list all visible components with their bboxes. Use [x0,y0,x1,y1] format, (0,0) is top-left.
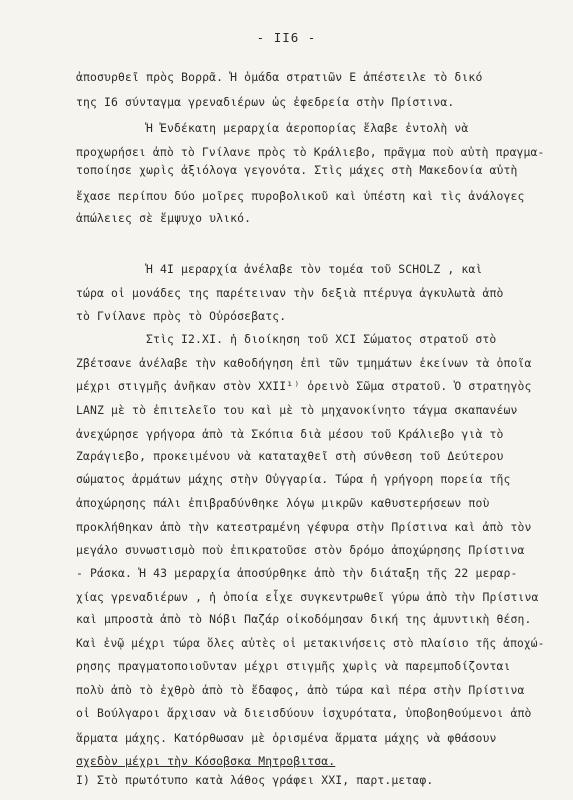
text-line: πολὺ ἀπὸ τὸ ἐχθρὸ ἀπὸ τὸ ἔδαφος, ἀπὸ τώρα καὶ πέρα στὴν Πρίστινα [76,683,525,697]
text-line: Ζβέτσανε ἀνέλαβε τὴν καθοδήγηση ἐπὶ τῶν τμημάτων ἐκείνων τὰ ὁποῖα [76,356,532,370]
text-line: ἀποχώρησης πάλι ἐπιβραδύνθηκε λόγω μικρῶν καθυστερήσεων ποὺ [76,496,490,510]
text-line: Ζαράγιεβο, προκειμένου νὰ καταταχθεῖ στὴ σύνθεση τοῦ Δεύτερου [76,449,504,463]
footnote: I) Στὸ πρωτότυπο κατὰ λάθος γράφει XXI, παρτ.μεταφ. [76,773,434,787]
text-line: καὶ μπροστὰ ἀπὸ τὸ Νόβι Παζάρ οἰκοδόμησαν δική της ἀμυντικὴ θέση. [76,612,532,626]
text-line: ρησης πραγματοποιοῦνταν μέχρι στιγμῆς χωρὶς νὰ παρεμποδίζονται [76,659,511,673]
text-line: μέχρι στιγμῆς ἀνῆκαν στὸν XXII¹⁾ ὀρεινὸ Σῶμα στρατοῦ. Ὁ στρατηγὸς [76,379,532,393]
text-line: Ἡ 4I μεραρχία ἀνέλαβε τὸν τομέα τοῦ SCHOLZ , καὶ [146,262,483,276]
text-line: σώματος ἁρμάτων μάχης στὴν Οὐγγαρία. Τώρα ἡ γρήγορη πορεία τῆς [76,472,511,486]
text-line: χίας γρεναδιέρων , ἡ ὁποία εἶχε συγκεντρωθεῖ γύρω ἀπὸ τὴν Πρίστινα [76,590,539,604]
text-line: - Ράσκα. Ἡ 43 μεραρχία ἀποσύρθηκε ἀπὸ τὴν διάταξη τῆς 22 μεραρ- [76,566,518,580]
text-line: Στὶς I2.XI. ἡ διοίκηση τοῦ XCI Σώματος στρατοῦ στὸ [146,332,497,346]
text-line: της I6 σύνταγμα γρεναδιέρων ὡς ἐφεδρεία στὴν Πρίστινα. [76,95,455,109]
text-line: ἅρματα μάχης. Κατόρθωσαν μὲ ὁρισμένα ἅρματα μάχης νὰ φθάσουν [76,731,497,745]
text-line: LANZ μὲ τὸ ἐπιτελεῖο του καὶ μὲ τὸ μηχανοκίνητο τάγμα σκαπανέων [76,403,518,417]
text-line: ἀπώλειες σὲ ἔμψυχο υλικό. [76,211,252,225]
text-line: σχεδὸν μέχρι τὴν Κόσοβσκα Μητροβιτσα. [76,754,336,768]
text-line: τώρα οἱ μονάδες της παρέτειναν τὴν δεξιὰ πτέρυγα ἀγκυλωτὰ ἀπὸ [76,286,504,300]
text-line: Ἡ Ἐνδέκατη μεραρχία ἀεροπορίας ἔλαβε ἐντολὴ νὰ [146,121,469,135]
page-number: - II6 - [256,30,317,45]
text-line: ἀνεχώρησε γρήγορα ἀπὸ τὰ Σκόπια διὰ μέσου τοῦ Κράλιεβο γιὰ τὸ [76,427,504,441]
text-line: ἔχασε περίπου δύο μοῖρες πυροβολικοῦ καὶ ὑπέστη καὶ τὶς ἀνάλογες [76,189,525,203]
text-line: τὸ Γνίλανε πρὸς τὸ Οὐρόσεβατς. [76,309,287,323]
text-line: Καὶ ἐνῷ μέχρι τώρα ὅλες αὐτὲς οἱ μετακινήσεις στὸ πλαίσιο τῆς ἀποχώ- [76,636,545,650]
text-line: οἱ Βούλγαροι ἄρχισαν νὰ διεισδύουν ἰσχυρότατα, ὑποβοηθούμενοι ἀπὸ [76,706,532,720]
text-line: προκλήθηκαν ἀπὸ τὴν κατεστραμένη γέφυρα στὴν Πρίστινα καὶ ἀπὸ τὸν [76,520,532,534]
text-line: ἀποσυρθεῖ πρὸς Βορρᾶ. Ἡ ὁμάδα στρατιῶν Ε ἀπέστειλε τὸ δικό [76,70,483,84]
text-line: τοποίησε χωρὶς ἀξιόλογα γεγονότα. Στὶς μάχες στὴ Μακεδονία αὐτὴ [76,163,518,177]
text-line: προχωρήσει ἀπὸ τὸ Γνίλανε πρὸς τὸ Κράλιεβο, πρᾶγμα ποὺ αὐτὴ πραγμα- [76,145,545,159]
text-line: μεγάλο συνωστισμὸ ποὺ ἐπικρατοῦσε στὸν δρόμο ἀποχώρησης Πρίστινα [76,543,525,557]
